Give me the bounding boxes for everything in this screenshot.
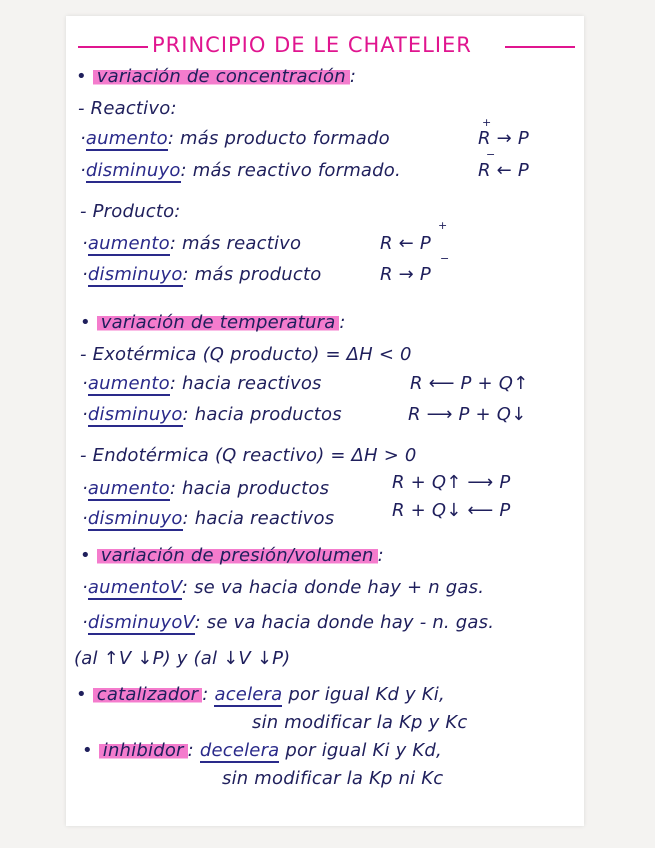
bullet: • (82, 740, 93, 761)
bullet: • (80, 545, 91, 566)
sup-plus: + (482, 116, 492, 129)
catalizador-line2: sin modificar la Kp y Kc (252, 712, 468, 733)
section-temperatura (80, 312, 346, 333)
page-title: PRINCIPIO DE LE CHATELIER (152, 33, 472, 57)
heading-concentracion: variación de concentración (93, 66, 350, 87)
text: : más producto formado (167, 128, 390, 149)
equation: R → P (380, 264, 431, 285)
inhibidor-line2: sin modificar la Kp ni Kc (222, 768, 444, 789)
heading-temperatura: variación de temperatura (97, 312, 340, 333)
equation: R + Q↑ ⟶ P (392, 472, 511, 493)
colon: : (187, 740, 194, 761)
colon: : (349, 66, 357, 87)
dot: · (82, 264, 88, 285)
word-disminuyo: disminuyo (87, 404, 183, 425)
text: : hacia productos (182, 404, 342, 425)
row-endo-aumento (82, 478, 329, 499)
text: : se va hacia donde hay - n. gas. (194, 612, 495, 633)
colon: : (339, 312, 346, 333)
colon: : (377, 545, 384, 566)
dot: · (82, 404, 88, 425)
section-catalizador (76, 684, 445, 705)
row-producto-aumento (82, 233, 301, 254)
word-disminuyo: disminuyo (87, 264, 183, 285)
sup-plus: + (438, 219, 448, 232)
word-aumento: aumento (87, 373, 170, 394)
equation: R → P (478, 128, 529, 149)
row-presion-disminuyo (82, 612, 494, 633)
row-exo-aumento (82, 373, 322, 394)
heading-inhibidor: inhibidor (99, 740, 188, 761)
equation: R ← P (478, 160, 529, 181)
dot: · (82, 577, 88, 598)
dot: · (82, 233, 88, 254)
word-aumento: aumento (87, 478, 170, 499)
text: por igual Kd y Ki, (288, 684, 445, 705)
label-reactivo: - Reactivo: (78, 98, 177, 119)
equation: R + Q↓ ⟵ P (392, 500, 511, 521)
label-producto: - Producto: (80, 201, 181, 222)
text: : se va hacia donde hay + n gas. (181, 577, 485, 598)
word-disminuyo: disminuyo (87, 508, 183, 529)
dot: · (80, 160, 86, 181)
bullet: • (76, 66, 87, 87)
section-inhibidor (82, 740, 442, 761)
text: : más producto (182, 264, 322, 285)
title-rule-right (505, 46, 575, 48)
section-concentracion (76, 66, 356, 87)
text: : hacia reactivos (169, 373, 322, 394)
heading-presion: variación de presión/volumen (97, 545, 378, 566)
word-acelera: acelera (214, 684, 283, 705)
dot: · (82, 373, 88, 394)
row-reactivo-aumento (80, 128, 390, 149)
bullet: • (80, 312, 91, 333)
heading-catalizador: catalizador (93, 684, 203, 705)
word-aumento: aumento (85, 128, 168, 149)
text: : más reactivo formado. (180, 160, 401, 181)
dot: · (82, 612, 88, 633)
note-presion: (al ↑V ↓P) y (al ↓V ↓P) (74, 648, 291, 669)
text: : más reactivo (169, 233, 302, 254)
label-endotermica: - Endotérmica (Q reactivo) = ΔH > 0 (80, 445, 417, 466)
row-exo-disminuyo (82, 404, 342, 425)
row-producto-disminuyo (82, 264, 321, 285)
word-disminuyo: disminuyo (85, 160, 181, 181)
word-aumento: aumentoV (87, 577, 182, 598)
section-presion (80, 545, 384, 566)
dot: · (82, 478, 88, 499)
label-exotermica: - Exotérmica (Q producto) = ΔH < 0 (80, 344, 412, 365)
word-decelera: decelera (199, 740, 280, 761)
text: : hacia productos (169, 478, 330, 499)
row-reactivo-disminuyo (80, 160, 401, 181)
equation: R ⟵ P + Q↑ (410, 373, 529, 394)
dot: · (82, 508, 88, 529)
equation: R ← P (380, 233, 431, 254)
sup-minus: − (440, 252, 450, 265)
text: : hacia reactivos (182, 508, 335, 529)
word-aumento: aumento (87, 233, 170, 254)
bullet: • (76, 684, 87, 705)
equation: R ⟶ P + Q↓ (408, 404, 527, 425)
row-presion-aumento (82, 577, 484, 598)
sup-minus: − (486, 148, 496, 161)
word-disminuyo: disminuyoV (87, 612, 195, 633)
colon: : (202, 684, 209, 705)
title-rule-left (78, 46, 148, 48)
text: por igual Ki y Kd, (285, 740, 442, 761)
dot: · (80, 128, 86, 149)
row-endo-disminuyo (82, 508, 334, 529)
